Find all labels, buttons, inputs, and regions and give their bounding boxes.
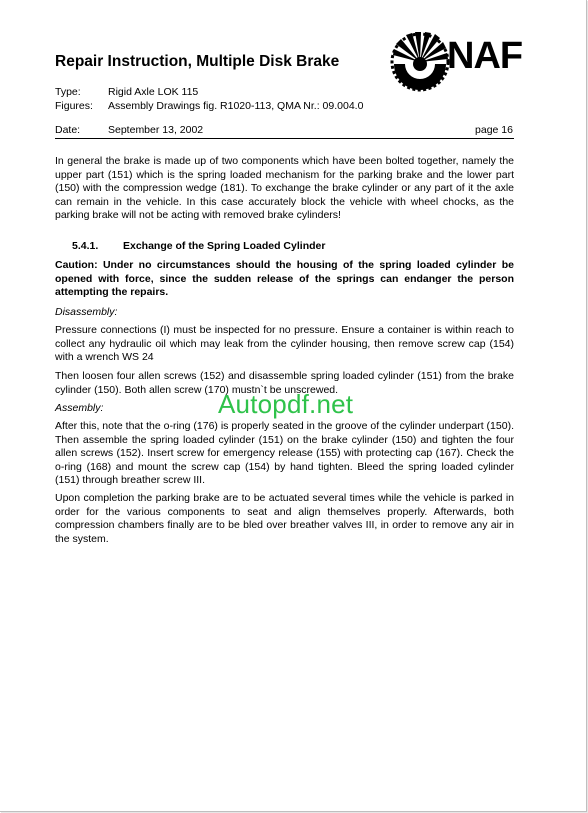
date-value: September 13, 2002 [108,124,204,136]
assembly-heading: Assembly: [55,402,104,414]
caution-paragraph: Caution: Under no circumstances should the housing of the spring loaded cylinder be opened with force, since the sudden release of the springs can endanger the person attempting the repairs. [55,259,514,299]
figures-label: Figures: [55,100,93,112]
page-number: page 16 [475,124,513,136]
pressure-paragraph: Pressure connections (I) must be inspected for no pressure. Ensure a container is within reach to collect any hydraulic oil which may leak from the cylinder housing, then remove screw cap (154) with a wrench WS 24 [55,324,514,364]
logo-emblem [392,32,448,90]
intro-paragraph: In general the brake is made up of two components which have been bolted together, namely the upper part (151) which is the spring loaded mechanism for the parking brake and the lower part (150) with the compression wedge (181). To exchange the brake cylinder or any part of it the axle can remain in the vehicle. In this case accurately block the vehicle with wheel chocks, as the parking brake will not be acting with removed brake cylinders! [55,155,514,222]
figures-value: Assembly Drawings fig. R1020-113, QMA Nr.: 09.004.0 [108,100,364,112]
loosen-paragraph: Then loosen four allen screws (152) and disassemble spring loaded cylinder (151) from the brake cylinder (150). Both allen screw (170) mustn`t be unscrewed. [55,370,514,396]
logo-wordmark: NAF [447,35,523,77]
naf-logo [387,22,532,102]
after-paragraph: After this, note that the o-ring (176) is properly seated in the groove of the cylinder underpart (150). Then assemble the spring loaded cylinder (151) on the brake cylinder (150) and tighten the four allen screws (152). Insert screw for emergency release (155) with protecting cap (167). Check the o-ring (168) and mount the screw cap (154) by hand tighten. Bleed the spring loaded cylinder (151) through breather screw III. [55,420,514,487]
type-label: Type: [55,86,81,98]
header-rule [55,138,514,139]
disassembly-heading: Disassembly: [55,306,118,318]
section-title: Exchange of the Spring Loaded Cylinder [123,240,326,252]
section-number: 5.4.1. [72,240,99,252]
document-title: Repair Instruction, Multiple Disk Brake [55,53,340,70]
watermark-text: Autopdf.net [218,389,354,419]
date-label: Date: [55,124,81,136]
upon-paragraph: Upon completion the parking brake are to be actuated several times while the vehicle is parked in order for the various components to seat and align themselves properly. Afterwards, both compression chambers finally are to be bled over breather valves III, in order to remove any air in the system. [55,492,514,545]
type-value: Rigid Axle LOK 115 [108,86,199,98]
